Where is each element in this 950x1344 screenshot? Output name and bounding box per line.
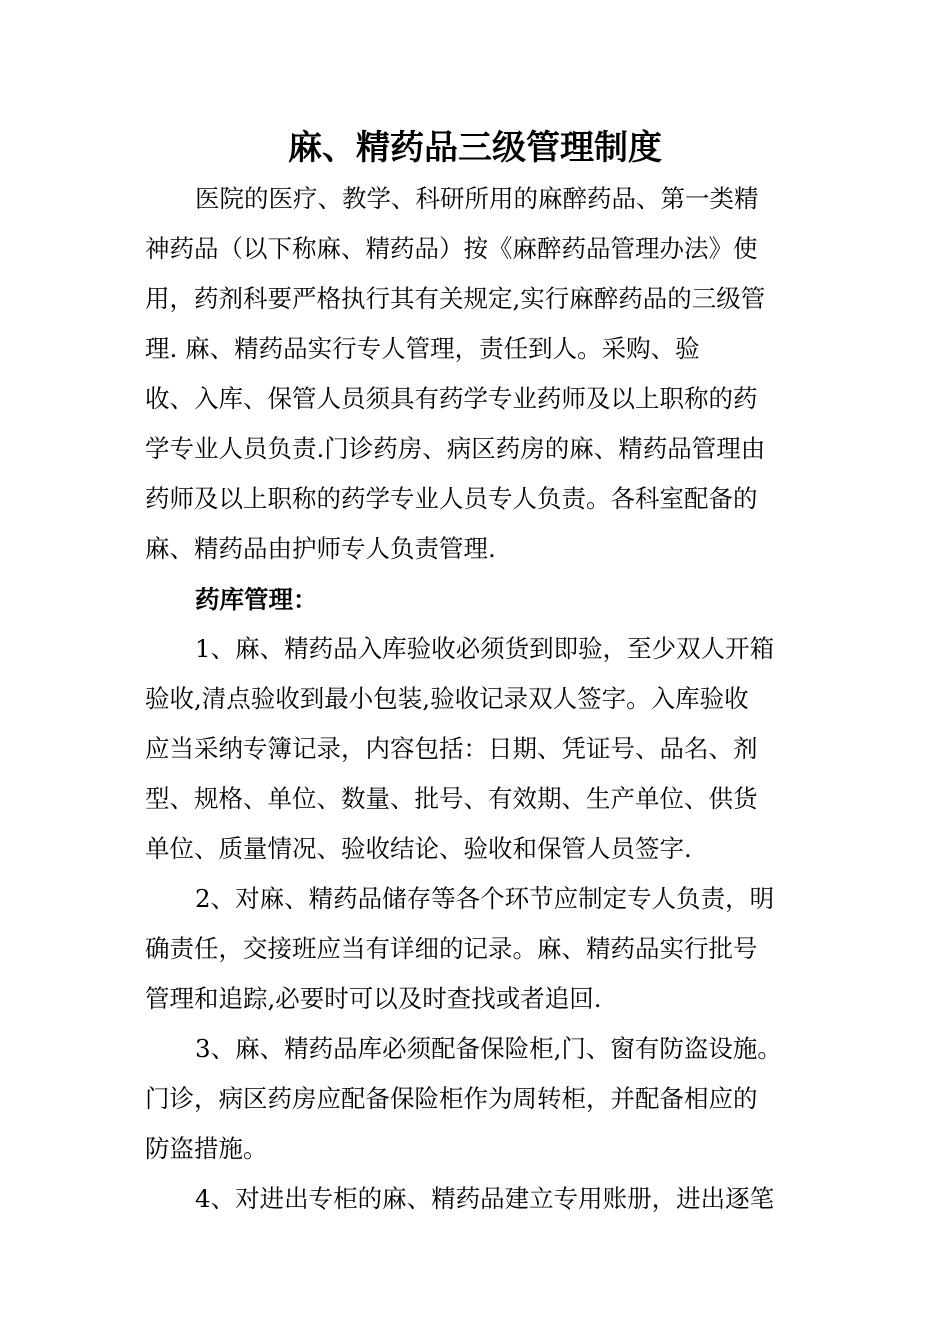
text-line: 用，药剂科要严格执行其有关规定,实行麻醉药品的三级管 <box>145 284 766 313</box>
text-line: 收、入库、保管人员须具有药学专业药师及以上职称的药 <box>145 384 758 413</box>
text-line: 管理和追踪,必要时可以及时查找或者追回. <box>145 984 602 1013</box>
text-line: 确责任，交接班应当有详细的记录。麻、精药品实行批号 <box>145 934 758 963</box>
text-line: 应当采纳专簿记录，内容包括：日期、凭证号、品名、剂 <box>145 734 758 763</box>
text-line: 4、对进出专柜的麻、精药品建立专用账册，进出逐笔 <box>195 1184 775 1213</box>
text-line: 防盗措施。 <box>145 1134 268 1163</box>
text-line: 型、规格、单位、数量、批号、有效期、生产单位、供货 <box>145 784 758 813</box>
text-line: 验收,清点验收到最小包装,验收记录双人签字。入库验收 <box>145 684 749 713</box>
document-title: 麻、精药品三级管理制度 <box>288 128 662 168</box>
text-line: 理. 麻、精药品实行专人管理，责任到人。采购、验 <box>145 334 700 363</box>
text-line: 单位、质量情况、验收结论、验收和保管人员签字. <box>145 834 692 863</box>
text-line: 麻、精药品由护师专人负责管理. <box>145 534 496 563</box>
text-line: 神药品（以下称麻、精药品）按《麻醉药品管理办法》使 <box>145 234 758 263</box>
text-line: 2、对麻、精药品储存等各个环节应制定专人负责，明 <box>195 884 775 913</box>
text-line: 药师及以上职称的药学专业人员专人负责。各科室配备的 <box>145 484 758 513</box>
section-heading: 药库管理： <box>195 585 318 614</box>
text-line: 医院的医疗、教学、科研所用的麻醉药品、第一类精 <box>195 184 759 213</box>
text-line: 学专业人员负责.门诊药房、病区药房的麻、精药品管理由 <box>145 434 766 463</box>
text-line: 1、麻、精药品入库验收必须货到即验，至少双人开箱 <box>195 634 775 663</box>
text-line: 3、麻、精药品库必须配备保险柜,门、窗有防盗设施。 <box>195 1034 782 1063</box>
text-line: 门诊，病区药房应配备保险柜作为周转柜，并配备相应的 <box>145 1084 758 1113</box>
